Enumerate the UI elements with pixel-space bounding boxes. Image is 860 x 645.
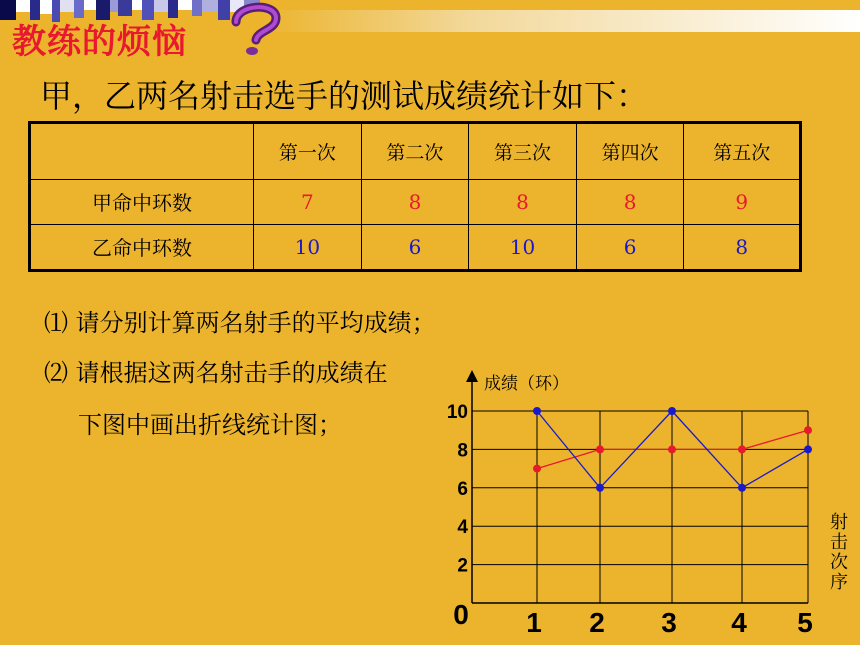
question-2: ⑵ 请根据这两名射击手的成绩在 bbox=[44, 359, 388, 387]
question-3: 下图中画出折线统计图； bbox=[78, 411, 342, 439]
table-cell: 8 bbox=[361, 180, 469, 225]
slide-title: 教练的烦恼 bbox=[12, 22, 187, 62]
data-point bbox=[738, 484, 746, 492]
decor-block bbox=[74, 0, 84, 18]
intro-text: 甲，乙两名射击选手的测试成绩统计如下： bbox=[40, 77, 649, 115]
decor-block bbox=[154, 0, 168, 12]
table-cell: 9 bbox=[684, 180, 801, 225]
y-tick-label: 10 bbox=[446, 402, 468, 423]
scores-table bbox=[28, 121, 802, 272]
table-header-cell: 第四次 bbox=[576, 123, 684, 180]
decor-block bbox=[142, 0, 154, 20]
table-row bbox=[30, 224, 801, 270]
table-header-cell: 第二次 bbox=[361, 123, 469, 180]
decor-block bbox=[132, 0, 142, 10]
data-point bbox=[533, 465, 541, 473]
decor-block bbox=[84, 0, 96, 10]
row-label: 乙命中环数 bbox=[30, 224, 254, 270]
decor-block bbox=[60, 0, 74, 12]
y-axis-arrow bbox=[466, 370, 478, 382]
decor-block bbox=[52, 0, 60, 22]
decor-block bbox=[168, 0, 178, 18]
x-tick-label: 2 bbox=[589, 607, 605, 638]
decor-block bbox=[96, 0, 110, 20]
table-cell: 6 bbox=[361, 224, 469, 270]
decor-block bbox=[110, 0, 118, 12]
y-tick-label: 6 bbox=[457, 478, 468, 500]
data-point bbox=[804, 445, 812, 453]
table-header-row bbox=[30, 123, 801, 180]
series-line bbox=[537, 411, 808, 488]
x-tick-label: 5 bbox=[797, 607, 813, 638]
table-header-cell: 第三次 bbox=[469, 123, 577, 180]
header-gradient-bar bbox=[260, 10, 860, 32]
data-point bbox=[596, 484, 604, 492]
table-row bbox=[30, 180, 801, 225]
table-header-cell: 第五次 bbox=[684, 123, 801, 180]
x-tick-label: 1 bbox=[526, 607, 542, 638]
y-tick-label: 4 bbox=[457, 517, 468, 539]
data-point bbox=[596, 445, 604, 453]
table-cell: 6 bbox=[576, 224, 684, 270]
question-1: ⑴ 请分别计算两名射手的平均成绩； bbox=[44, 309, 436, 337]
y-tick-label: 8 bbox=[457, 440, 468, 462]
decor-block bbox=[30, 0, 40, 20]
decor-block bbox=[202, 0, 218, 12]
table-header-cell bbox=[30, 123, 254, 180]
data-point bbox=[738, 445, 746, 453]
data-point bbox=[668, 445, 676, 453]
decor-block bbox=[40, 0, 52, 14]
decor-block bbox=[0, 0, 16, 20]
row-label: 甲命中环数 bbox=[30, 180, 254, 225]
table-cell: 8 bbox=[469, 180, 577, 225]
y-tick-label: 2 bbox=[457, 555, 468, 577]
table-cell: 7 bbox=[254, 180, 362, 225]
origin-label: 0 bbox=[453, 599, 469, 630]
x-tick-label: 3 bbox=[661, 607, 677, 638]
decor-block bbox=[16, 0, 30, 12]
table-header-cell: 第一次 bbox=[254, 123, 362, 180]
series-line bbox=[537, 430, 808, 468]
question-mark-icon bbox=[222, 0, 292, 56]
table-cell: 10 bbox=[254, 224, 362, 270]
data-point bbox=[668, 407, 676, 415]
x-axis-label: 射击次序 bbox=[830, 512, 848, 592]
table-cell: 10 bbox=[469, 224, 577, 270]
decor-block bbox=[118, 0, 132, 16]
table-cell: 8 bbox=[576, 180, 684, 225]
decor-block bbox=[178, 0, 192, 10]
data-point bbox=[804, 426, 812, 434]
table-cell: 8 bbox=[684, 224, 801, 270]
decor-block bbox=[192, 0, 202, 16]
x-tick-label: 4 bbox=[731, 607, 747, 638]
y-axis-label: 成绩（环） bbox=[484, 374, 569, 393]
data-point bbox=[533, 407, 541, 415]
